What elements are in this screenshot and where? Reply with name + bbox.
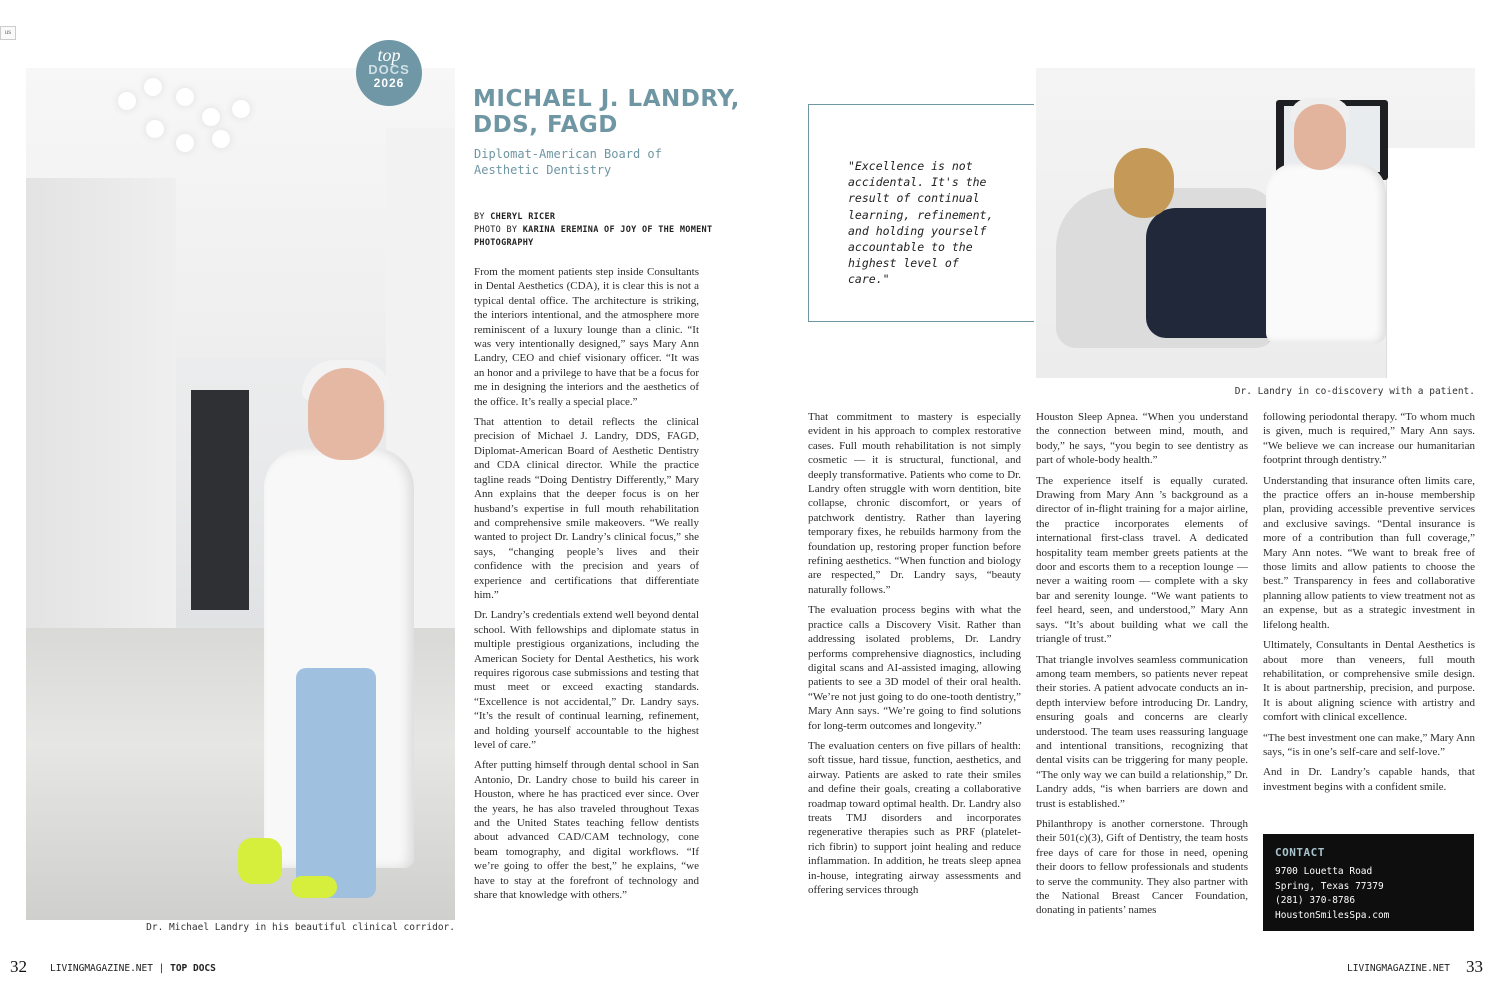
- contact-phone[interactable]: (281) 370-8786: [1275, 895, 1356, 906]
- paragraph: And in Dr. Landry’s capable hands, that investment begins with a confident smile.: [1263, 766, 1475, 793]
- contact-website-link[interactable]: HoustonSmilesSpa.com: [1275, 909, 1390, 921]
- badge-top: top: [377, 45, 401, 65]
- corner-tag: us: [0, 26, 16, 40]
- byline: [474, 211, 734, 250]
- contact-box: [1263, 834, 1474, 931]
- footer-left: [50, 963, 216, 974]
- caption-left: Dr. Michael Landry in his beautiful clinical corridor.: [146, 922, 455, 933]
- paragraph: “The best investment one can make,” Mary Ann says, “is in one’s self-care and self-love.”: [1263, 731, 1475, 758]
- caption-right: Dr. Landry in co-discovery with a patient.: [1234, 386, 1475, 397]
- co-discovery-photo: [1036, 68, 1475, 378]
- badge-year: 2026: [373, 76, 405, 90]
- contact-address-line1: 9700 Louetta Road: [1275, 866, 1373, 877]
- paragraph: Understanding that insurance often limits care, the practice offers an in-house membership plan, providing accessible preventive services and exclusive savings. “Dental insurance is more of a contribution than full coverage,” Mary Ann notes. “We want to break free of those limits and allow patients to choose the best.” Transparency in fees and collaborative planning allow patients to view treatment not as an expense, but as a strategic investment in lifelong health.: [1263, 474, 1475, 631]
- paragraph: The experience itself is equally curated. Drawing from Mary Ann ’s background as a director of in-flight training for a major airline, the practice incorporates elements of international first-class travel. A dedicated hospitality team member greets patients at the door and escorts them to a reception lounge — never a waiting room — complete with a sky bar and serenity lounge. “We want patients to feel heard, seen, and understood,” Mary Ann says. “It’s about building what we call the triangle of trust.”: [1036, 474, 1248, 646]
- top-docs-badge: [356, 40, 422, 106]
- paragraph: following periodontal therapy. “To whom much is given, much is required,” Mary Ann says. “We believe we can increase our humanitarian footprint through dentistry.”: [1263, 411, 1475, 467]
- footer-site-left: LIVINGMAGAZINE.NET |: [50, 963, 171, 974]
- paragraph: Philanthropy is another cornerstone. Through their 501(c)(3), Gift of Dentistry, the team hosts free days of care for those in need, opening their doors to fellow professionals and students to serve the community. They also partner with the National Breast Cancer Foundation, donating in patients’ names: [1036, 817, 1248, 917]
- paragraph: Dr. Landry’s credentials extend well beyond dental school. With fellowships and diplomate status in multiple prestigious organizations, including the American Society for Dental Aesthetics, his work requires rigorous case submissions and testing that must meet or exceed exacting standards. “Excellence is not accidental,” Dr. Landry says. “It’s the result of continual learning, refinement, and holding yourself accountable to the highest level of care.”: [474, 609, 699, 751]
- contact-address-line2: Spring, Texas 77379: [1275, 880, 1384, 892]
- paragraph: From the moment patients step inside Consultants in Dental Aesthetics (CDA), it is clear this is not a typical dental office. The architecture is striking, the interiors intentional, and the atmosphere more reminiscent of a luxury lounge than a clinic. “It was very intentionally designed,” says Mary Ann Landry, CEO and chief visionary officer. “It was an honor and a privilege to have that be a focus for me in designing the interiors and the aesthetics of the office. It’s really a special place.”: [474, 266, 699, 408]
- paragraph: That attention to detail reflects the clinical precision of Michael J. Landry, DDS, FAGD, Diplomat-American Board of Aesthetic Dentistry and CDA clinical director. While the practice tagline reads “Doing Dentistry Differently,” Mary Ann explains that the deeper focus is on her husband’s expertise in full mouth rehabilitation and comprehensive smile makeovers. “We really wanted to project Dr. Landry’s clinical focus,” she says, “changing people’s lives and their confidence with the precision and years of experience and certifications that differentiate him.”: [474, 416, 699, 601]
- byline-author: CHERYL RICER: [490, 212, 556, 222]
- paragraph: After putting himself through dental school in San Antonio, Dr. Landry chose to build his career in Houston, where he has practiced ever since. Over the years, he has also traveled throughout Texas and the United States teaching fellow dentists about advanced CAD/CAM technology, cone beam tomography, and digital workflows. “If we’re going to offer the best,” he explains, “we have to stay at the forefront of technology and share that knowledge with others.”: [474, 759, 699, 902]
- paragraph: Houston Sleep Apnea. “When you understand the connection between mind, mouth, and body,” he says, “you begin to see dentistry as part of whole-body health.”: [1036, 411, 1248, 467]
- paragraph: The evaluation process begins with what the practice calls a Discovery Visit. Rather than addressing isolated problems, Dr. Landry performs comprehensive diagnostics, including digital scans and AI-assisted imaging, allowing patients to see a 3D model of their oral health. “We’re not just going to do one-tooth dentistry,” Mary Ann says. “We’re going to find solutions for long-term outcomes and longevity.”: [808, 604, 1021, 732]
- body-column-1: [474, 265, 699, 908]
- page-number-left: 32: [10, 957, 27, 976]
- paragraph: The evaluation centers on five pillars of health: soft tissue, hard tissue, function, aesthetics, and airway. Patients are asked to rate their smiles and define their goals, creating a collaborative roadmap toward optimal health. Dr. Landry also treats TMJ disorders and incorporates regenerative therapies such as PRF (platelet-rich fibrin) to support joint healing and reduce inflammation. In addition, he treats sleep apnea in-house, integrating airway assessments and offering services through: [808, 739, 1021, 896]
- contact-heading: CONTACT: [1275, 846, 1325, 859]
- body-column-3: [1036, 410, 1248, 924]
- byline-by: BY: [474, 212, 491, 222]
- byline-photographer: KARINA EREMINA OF JOY OF THE MOMENT PHOTOGRAPHY: [474, 225, 713, 248]
- footer-site-right: LIVINGMAGAZINE.NET: [1347, 963, 1450, 974]
- body-column-4: [1263, 410, 1475, 800]
- body-column-2: [808, 410, 1021, 903]
- pull-quote: "Excellence is not accidental. It's the result of continual learning, refinement, and holding yourself accountable to the highest level of care.": [848, 159, 994, 287]
- footer-section: TOP DOCS: [170, 963, 216, 974]
- article-subtitle: Diplomat-American Board of Aesthetic Dentistry: [474, 147, 662, 177]
- article-title: MICHAEL J. LANDRY, DDS, FAGD: [473, 86, 740, 138]
- paragraph: That triangle involves seamless communication among team members, so patients never repeat their stories. A patient advocate conducts an in-depth interview before introducing Dr. Landry, ensuring goals and concerns are clearly understood. The team uses reassuring language and intentional transitions, recognizing that dental visits can be triggering for many people. “The only way we can build a relationship,” Dr. Landry adds, “is when barriers are down and trust is established.”: [1036, 653, 1248, 810]
- paragraph: That commitment to mastery is especially evident in his approach to complex restorative cases. Full mouth rehabilitation is not simply cosmetic — it is structural, functional, and deeply transformative. Patients who come to Dr. Landry often struggle with worn dentition, bite collapse, chronic discomfort, or years of patchwork dentistry. Rather than layering temporary fixes, he rebuilds harmony from the foundation up, restoring proper function before refining aesthetics. “When function and biology are respected,” Dr. Landry says, “beauty naturally follows.”: [808, 411, 1021, 596]
- badge-docs: DOCS: [368, 62, 410, 77]
- page-number-right: 33: [1466, 957, 1483, 976]
- doctor-corridor-photo: [26, 68, 455, 920]
- byline-photo: PHOTO BY: [474, 225, 523, 235]
- paragraph: Ultimately, Consultants in Dental Aesthetics is about more than veneers, full mouth rehabilitation, or comprehensive smile design. It is about partnership, precision, and purpose. It is about aligning science with artistry and comfort with clinical excellence.: [1263, 639, 1475, 724]
